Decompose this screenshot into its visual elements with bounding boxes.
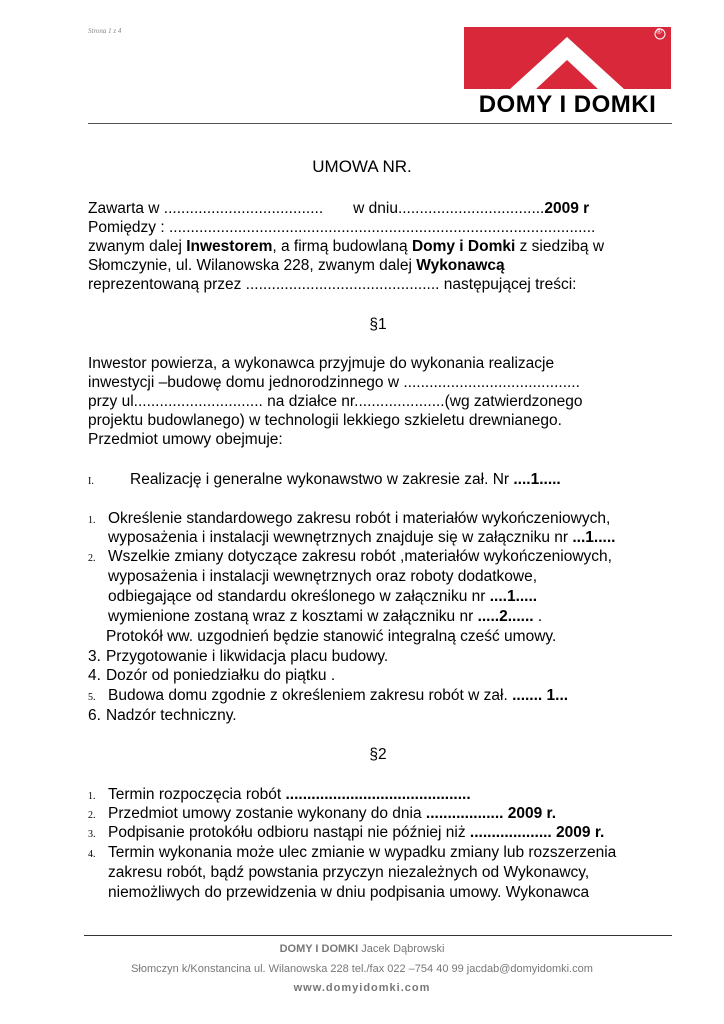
section-2-item-2: Przedmiot umowy zostanie wykonany do dnia .................. 2009 r. [108,805,557,822]
list-item-6: 6. Nadzór techniczny. [88,707,237,724]
logo-text: DOMY I DOMKI [478,91,657,118]
list-item-2-line: odbiegające od standardu określonego w załączniku nr ....1..... [108,588,538,605]
logo-house-graphic [464,27,671,89]
list-item-1-line: Określenie standardowego zakresu robót i materiałów wykończeniowych, [108,510,611,527]
list-item-2-line: wymienione zostaną wraz z kosztami w załączniku nr .....2...... . [108,608,543,625]
list-number: 2. [88,810,96,821]
footer-owner: Jacek Dąbrowski [358,943,445,955]
registered-mark: ® [656,27,662,36]
section-1-paragraph-line: projektu budowlanego) w technologii lekkiego szkieletu drewnianego. [88,412,562,429]
list-number: I. [88,476,94,487]
section-2-heading: §2 [369,746,387,763]
intro-line-2: Pomiędzy : ................................................................................................... [88,219,596,236]
section-1-heading: §1 [369,316,387,333]
list-number: 3. [88,829,96,840]
intro-line-3: zwanym dalej Inwestorem, a firmą budowlaną Domy i Domki z siedzibą w [88,238,605,255]
list-number: 1. [88,791,96,802]
section-1-paragraph-line: Inwestor powierza, a wykonawca przyjmuje do wykonania realizacje [88,355,555,372]
section-1-paragraph-line: przy ul.............................. na działce nr.....................(wg zatwierdzonego [88,393,583,410]
intro-line-5: reprezentowaną przez ............................................. następującej treści: [88,276,577,293]
section-2-item-4-line: zakresu robót, bądź powstania przyczyn niezależnych od Wykonawcy, [108,864,590,881]
footer-company-line [0,943,724,955]
section-2-item-3: Podpisanie protokółu odbioru nastąpi nie później niż ................... 2009 r. [108,824,605,841]
footer-divider [84,935,672,936]
company-logo [464,27,671,117]
list-number: 4. [88,849,96,860]
list-item-5: Budowa domu zgodnie z określeniem zakresu robót w zał. ....... 1... [108,687,569,704]
header-divider [88,123,672,124]
list-number: 1. [88,515,96,526]
section-2-item-1: Termin rozpoczęcia robót ........................................... [108,786,471,803]
intro-line-1: Zawarta w ..................................... w dniu..................................2009 r [88,200,590,217]
footer-website-link[interactable]: www.domyidomki.com [293,982,431,994]
list-item-roman-1: Realizację i generalne wykonawstwo w zakresie zał. Nr ....1..... [130,471,561,488]
list-number: 5. [88,692,96,703]
section-1-paragraph-line: Przedmiot umowy obejmuje: [88,431,283,448]
list-number: 2. [88,553,96,564]
list-item-1-line: wyposażenia i instalacji wewnętrznych znajduje się w załączniku nr ...1..... [108,529,616,546]
document-title: UMOWA NR. [312,157,412,176]
protocol-line: Protokół ww. uzgodnień będzie stanowić integralną cześć umowy. [106,628,557,645]
section-2-item-4-line: niemożliwych do przewidzenia w dniu podpisania umowy. Wykonawca [108,884,590,901]
section-1-paragraph-line: inwestycji –budowę domu jednorodzinnego w ......................................... [88,374,580,391]
list-item-4: 4. Dozór od poniedziałku do piątku . [88,667,336,684]
footer-company: DOMY I DOMKI [279,943,359,955]
section-2-item-4-line: Termin wykonania może ulec zmianie w wypadku zmiany lub rozszerzenia [108,844,617,861]
list-item-3: 3. Przygotowanie i likwidacja placu budowy. [88,648,389,665]
intro-line-4: Słomczynie, ul. Wilanowska 228, zwanym dalej Wykonawcą [88,257,505,274]
page-label: Strona 1 z 4 [88,27,122,35]
list-item-2-line: Wszelkie zmiany dotyczące zakresu robót ,materiałów wykończeniowych, [108,548,612,565]
footer-address: Słomczyn k/Konstancina ul. Wilanowska 228 tel./fax 022 –754 40 99 jacdab@domyidomki.com [131,963,593,975]
list-item-2-line: wyposażenia i instalacji wewnętrznych oraz roboty dodatkowe, [108,568,538,585]
